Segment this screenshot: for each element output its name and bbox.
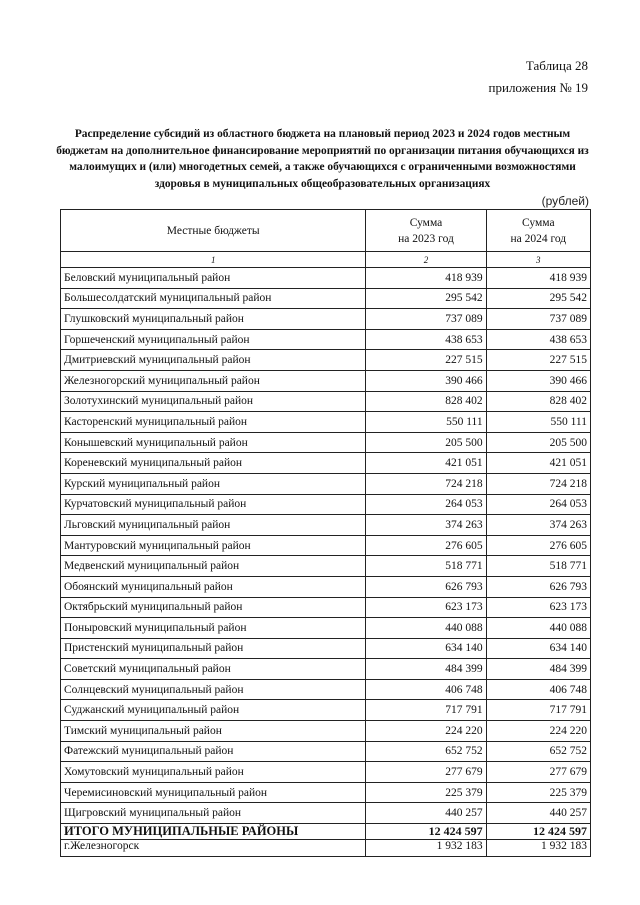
- table-row: [61, 535, 591, 556]
- amount-2023: 205 500: [366, 432, 486, 453]
- table-row: [61, 597, 591, 618]
- table-row: [61, 659, 591, 680]
- district-name: Мантуровский муниципальный район: [61, 535, 366, 556]
- column-number-row: [61, 252, 591, 268]
- table-body: [61, 268, 591, 857]
- amount-2023: 626 793: [366, 576, 486, 597]
- amount-2024: 276 605: [486, 535, 590, 556]
- table-row: [61, 618, 591, 639]
- amount-2024: 295 542: [486, 288, 590, 309]
- table-row: [61, 309, 591, 330]
- appendix-number: приложения № 19: [488, 80, 588, 95]
- amount-2024: 737 089: [486, 309, 590, 330]
- district-name: г.Железногорск: [61, 840, 366, 857]
- district-name: Октябрьский муниципальный район: [61, 597, 366, 618]
- table-row: [61, 391, 591, 412]
- amount-2023: 418 939: [366, 268, 486, 289]
- amount-2024: 440 088: [486, 618, 590, 639]
- amount-2024: 227 515: [486, 350, 590, 371]
- district-name: Конышевский муниципальный район: [61, 432, 366, 453]
- amount-2024: 225 379: [486, 782, 590, 803]
- amount-2023: 227 515: [366, 350, 486, 371]
- amount-2024: 518 771: [486, 556, 590, 577]
- column-header-2023-line1: Сумма: [409, 216, 443, 229]
- district-name: Глушковский муниципальный район: [61, 309, 366, 330]
- amount-2023: 550 111: [366, 412, 486, 433]
- column-number-1: 1: [61, 252, 366, 268]
- table-row: [61, 782, 591, 803]
- district-name: Фатежский муниципальный район: [61, 741, 366, 762]
- amount-2023: 634 140: [366, 638, 486, 659]
- table-row: [61, 700, 591, 721]
- amount-2024: 828 402: [486, 391, 590, 412]
- district-name: Горшеченский муниципальный район: [61, 329, 366, 350]
- district-name: Хомутовский муниципальный район: [61, 762, 366, 783]
- amount-2024: 12 424 597: [486, 824, 590, 840]
- table-row: [61, 803, 591, 824]
- district-name: Солнцевский муниципальный район: [61, 679, 366, 700]
- district-name: Суджанский муниципальный район: [61, 700, 366, 721]
- table-row: [61, 473, 591, 494]
- amount-2024: 224 220: [486, 721, 590, 742]
- column-header-2024-line2: на 2024 год: [510, 232, 567, 245]
- amount-2024: 390 466: [486, 370, 590, 391]
- amount-2023: 724 218: [366, 473, 486, 494]
- amount-2023: 623 173: [366, 597, 486, 618]
- total-row: [61, 824, 591, 840]
- table-row: [61, 494, 591, 515]
- amount-2024: 652 752: [486, 741, 590, 762]
- amount-2024: 623 173: [486, 597, 590, 618]
- district-name: Большесолдатский муниципальный район: [61, 288, 366, 309]
- column-header-budgets: Местные бюджеты: [61, 210, 366, 252]
- table-row: [61, 762, 591, 783]
- amount-2024: 406 748: [486, 679, 590, 700]
- district-name: Обоянский муниципальный район: [61, 576, 366, 597]
- table-row: [61, 432, 591, 453]
- header-row: [61, 210, 591, 252]
- district-name: Дмитриевский муниципальный район: [61, 350, 366, 371]
- amount-2023: 828 402: [366, 391, 486, 412]
- amount-2024: 438 653: [486, 329, 590, 350]
- amount-2024: 1 932 183: [486, 840, 590, 857]
- amount-2024: 418 939: [486, 268, 590, 289]
- column-header-2023-line2: на 2023 год: [398, 232, 454, 245]
- amount-2023: 484 399: [366, 659, 486, 680]
- district-name: ИТОГО МУНИЦИПАЛЬНЫЕ РАЙОНЫ: [61, 824, 366, 840]
- amount-2023: 518 771: [366, 556, 486, 577]
- amount-2023: 295 542: [366, 288, 486, 309]
- district-name: Пристенский муниципальный район: [61, 638, 366, 659]
- subsidy-table: [60, 209, 591, 857]
- table-row: [61, 329, 591, 350]
- table-row: [61, 350, 591, 371]
- document-title: Распределение субсидий из областного бюджета на плановый период 2023 и 2024 годов местным бюджетам на дополнительное финансирование мероприятий по организации питания обучающихся из малоимущих и (или) многодетных семей, а также обучающихся с ограниченными возможностями здоровья в муниципальных общеобразовательных организациях: [56, 128, 589, 190]
- amount-2024: 484 399: [486, 659, 590, 680]
- district-name: Медвенский муниципальный район: [61, 556, 366, 577]
- table-number: Таблица 28: [525, 58, 588, 73]
- amount-2023: 737 089: [366, 309, 486, 330]
- district-name: Льговский муниципальный район: [61, 515, 366, 536]
- table-row: [61, 638, 591, 659]
- district-name: Тимский муниципальный район: [61, 721, 366, 742]
- district-name: Беловский муниципальный район: [61, 268, 366, 289]
- amount-2024: 550 111: [486, 412, 590, 433]
- district-name: Кореневский муниципальный район: [61, 453, 366, 474]
- table-row: [61, 370, 591, 391]
- table-row: [61, 288, 591, 309]
- amount-2023: 277 679: [366, 762, 486, 783]
- amount-2024: 277 679: [486, 762, 590, 783]
- district-name: Железногорский муниципальный район: [61, 370, 366, 391]
- amount-2023: 440 088: [366, 618, 486, 639]
- table-row: [61, 556, 591, 577]
- district-name: Золотухинский муниципальный район: [61, 391, 366, 412]
- amount-2023: 440 257: [366, 803, 486, 824]
- table-row: [61, 453, 591, 474]
- amount-2023: 652 752: [366, 741, 486, 762]
- district-name: Щигровский муниципальный район: [61, 803, 366, 824]
- amount-2023: 438 653: [366, 329, 486, 350]
- amount-2024: 717 791: [486, 700, 590, 721]
- amount-2024: 374 263: [486, 515, 590, 536]
- amount-2023: 390 466: [366, 370, 486, 391]
- amount-2023: 264 053: [366, 494, 486, 515]
- city-row: [61, 840, 591, 857]
- amount-2023: 374 263: [366, 515, 486, 536]
- amount-2024: 264 053: [486, 494, 590, 515]
- district-name: Касторенский муниципальный район: [61, 412, 366, 433]
- amount-2024: 626 793: [486, 576, 590, 597]
- amount-2024: 724 218: [486, 473, 590, 494]
- units-label: (рублей): [541, 194, 589, 208]
- amount-2024: 634 140: [486, 638, 590, 659]
- table-row: [61, 576, 591, 597]
- amount-2023: 224 220: [366, 721, 486, 742]
- amount-2023: 717 791: [366, 700, 486, 721]
- amount-2023: 406 748: [366, 679, 486, 700]
- column-number-2: 2: [366, 252, 486, 268]
- table-row: [61, 268, 591, 289]
- amount-2023: 12 424 597: [366, 824, 486, 840]
- district-name: Курский муниципальный район: [61, 473, 366, 494]
- column-number-3: 3: [486, 252, 590, 268]
- table-row: [61, 741, 591, 762]
- district-name: Черемисиновский муниципальный район: [61, 782, 366, 803]
- table-label: [489, 55, 588, 99]
- column-header-2023: [366, 210, 486, 252]
- district-name: Поныровский муниципальный район: [61, 618, 366, 639]
- column-header-2024: [486, 210, 590, 252]
- amount-2024: 205 500: [486, 432, 590, 453]
- amount-2024: 440 257: [486, 803, 590, 824]
- column-header-2024-line1: Сумма: [522, 216, 555, 229]
- table-row: [61, 679, 591, 700]
- amount-2024: 421 051: [486, 453, 590, 474]
- district-name: Советский муниципальный район: [61, 659, 366, 680]
- district-name: Курчатовский муниципальный район: [61, 494, 366, 515]
- amount-2023: 225 379: [366, 782, 486, 803]
- table-row: [61, 515, 591, 536]
- amount-2023: 421 051: [366, 453, 486, 474]
- amount-2023: 276 605: [366, 535, 486, 556]
- amount-2023: 1 932 183: [366, 840, 486, 857]
- table-row: [61, 412, 591, 433]
- table-row: [61, 721, 591, 742]
